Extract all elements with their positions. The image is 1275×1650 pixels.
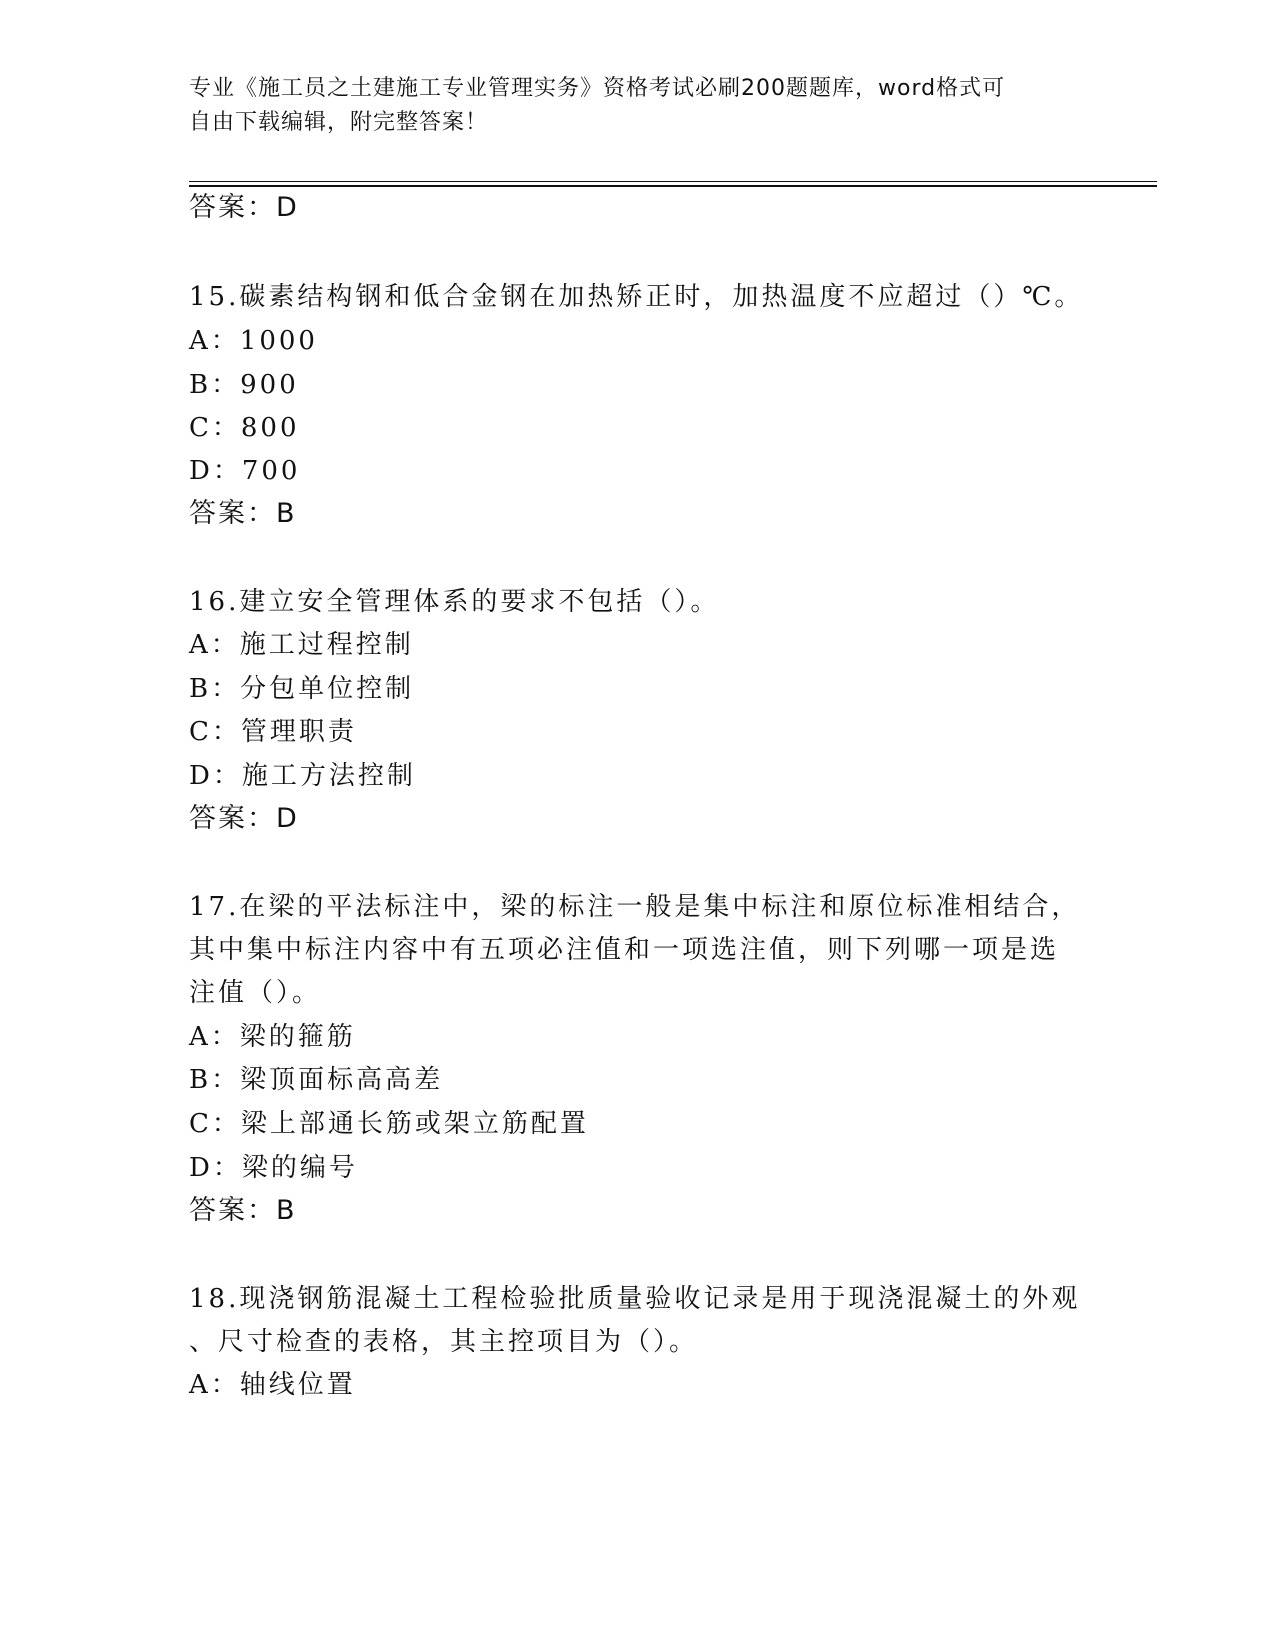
header-divider-thin — [189, 181, 1157, 182]
question-16-option-c: C：管理职责 — [189, 717, 357, 747]
question-17-option-c: C：梁上部通长筋或架立筋配置 — [189, 1109, 589, 1139]
question-16-option-b: B：分包单位控制 — [189, 674, 415, 704]
document-header — [189, 72, 1089, 140]
question-17-answer: 答案：B — [189, 1195, 297, 1226]
question-16-option-a: A：施工过程控制 — [189, 630, 414, 660]
question-17-text-line-2: 其中集中标注内容中有五项必注值和一项选注值，则下列哪一项是选 — [189, 935, 1060, 965]
question-16-answer: 答案：D — [189, 803, 299, 834]
header-line-2: 自由下载编辑，附完整答案！ — [189, 110, 489, 135]
question-15-option-c: C：800 — [189, 413, 300, 443]
question-16-text: 16.建立安全管理体系的要求不包括（）。 — [189, 587, 720, 617]
question-18-text-line-1: 18.现浇钢筋混凝土工程检验批质量验收记录是用于现浇混凝土的外观 — [189, 1284, 1081, 1314]
question-15-option-b: B：900 — [189, 370, 299, 400]
question-18-option-a: A：轴线位置 — [189, 1370, 356, 1400]
question-16-option-d: D：施工方法控制 — [189, 761, 416, 791]
question-17-option-d: D：梁的编号 — [189, 1153, 358, 1183]
question-15-option-d: D：700 — [189, 456, 301, 486]
question-17-text-line-1: 17.在梁的平法标注中，梁的标注一般是集中标注和原位标准相结合， — [189, 892, 1081, 922]
answer-line: 答案：D — [189, 192, 299, 223]
question-17-option-b: B：梁顶面标高高差 — [189, 1065, 444, 1095]
question-17-option-a: A：梁的箍筋 — [189, 1022, 356, 1052]
header-divider-thick — [189, 185, 1157, 187]
question-15-text: 15.碳素结构钢和低合金钢在加热矫正时，加热温度不应超过（）℃。 — [189, 282, 1084, 312]
question-15-option-a: A：1000 — [189, 326, 318, 356]
question-17-text-line-3: 注值（）。 — [189, 978, 322, 1008]
question-15-answer: 答案：B — [189, 498, 297, 529]
question-18-text-line-2: 、尺寸检查的表格，其主控项目为（）。 — [189, 1327, 699, 1357]
header-line-1: 专业《施工员之土建施工专业管理实务》资格考试必刷200题题库，word格式可 — [189, 76, 1006, 101]
